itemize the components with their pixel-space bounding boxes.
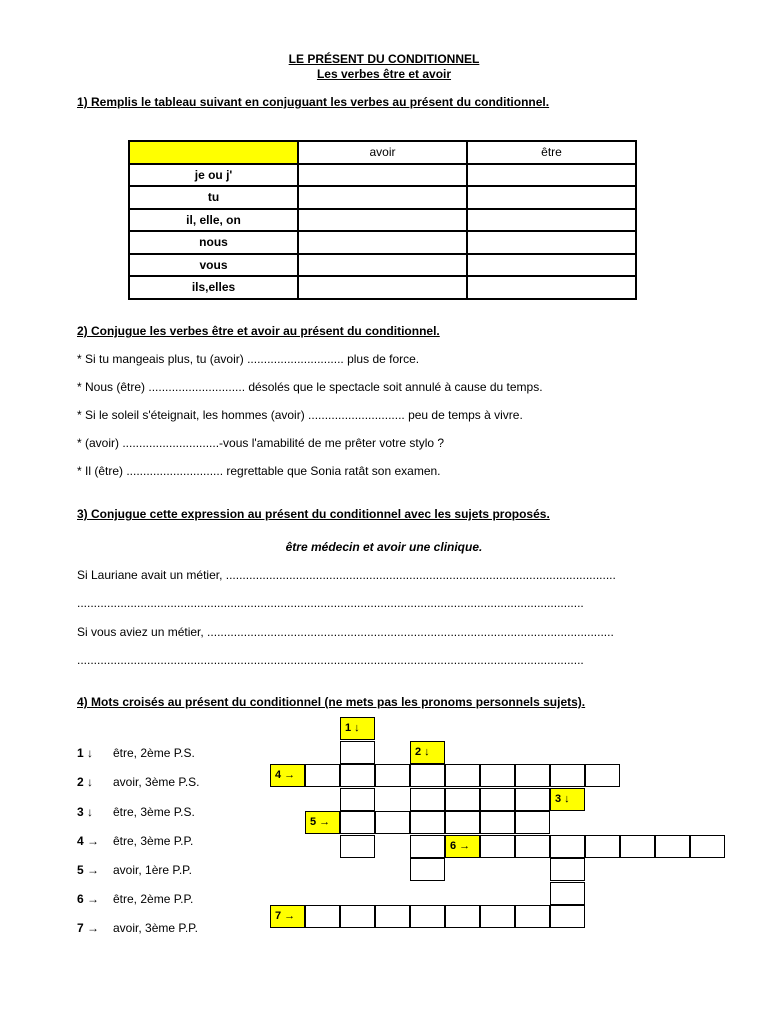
crossword-cell[interactable] [305, 764, 340, 787]
crossword-start-a7: 7 → [270, 905, 305, 928]
row-subject: nous [129, 231, 298, 254]
clue-number: 3 ↓ [77, 805, 94, 819]
answer-cell-etre[interactable] [467, 254, 636, 277]
clue-number: 6 → [77, 892, 100, 906]
row-subject: vous [129, 254, 298, 277]
clue-number: 1 ↓ [77, 746, 94, 760]
crossword-cell[interactable] [445, 764, 480, 787]
clue-4 [77, 834, 193, 848]
crossword-cell[interactable] [550, 858, 585, 881]
q2-sentence-3: * Si le soleil s'éteignait, les hommes (avoir) ............................. peu de temps à vivre. [77, 408, 523, 422]
clue-text: avoir, 3ème P.S. [113, 775, 200, 789]
q2-sentence-5: * Il (être) ............................. regrettable que Sonia ratât son examen. [77, 464, 441, 478]
crossword-cell[interactable] [445, 905, 480, 928]
q3-instruction: 3) Conjugue cette expression au présent du conditionnel avec les sujets proposés. [77, 507, 550, 521]
crossword-cell[interactable] [515, 905, 550, 928]
clue-1 [77, 746, 195, 760]
conjugation-table [128, 140, 637, 300]
table-header-etre: être [467, 141, 636, 164]
crossword-start-a4: 4 → [270, 764, 305, 787]
page-title: LE PRÉSENT DU CONDITIONNEL [288, 52, 480, 66]
table-header-corner [129, 141, 298, 164]
crossword-cell[interactable] [445, 811, 480, 834]
crossword-cell[interactable] [585, 835, 620, 858]
answer-cell-etre[interactable] [467, 276, 636, 299]
answer-cell-etre[interactable] [467, 209, 636, 232]
q2-instruction: 2) Conjugue les verbes être et avoir au présent du conditionnel. [77, 324, 440, 338]
table-row [129, 231, 636, 254]
q3-line-2: ........................................................................................................................................................ [77, 596, 584, 610]
crossword-cell[interactable] [340, 905, 375, 928]
clue-number: 5 → [77, 863, 100, 877]
clue-6 [77, 892, 193, 906]
crossword-cell[interactable] [375, 905, 410, 928]
crossword-start-a5: 5 → [305, 811, 340, 834]
table-row [129, 186, 636, 209]
crossword-cell[interactable] [340, 764, 375, 787]
crossword-cell[interactable] [655, 835, 690, 858]
table-row [129, 209, 636, 232]
crossword-cell[interactable] [410, 905, 445, 928]
crossword-cell[interactable] [340, 788, 375, 811]
answer-cell-avoir[interactable] [298, 276, 467, 299]
clue-number: 2 ↓ [77, 775, 94, 789]
table-header-row [129, 141, 636, 164]
answer-cell-avoir[interactable] [298, 231, 467, 254]
crossword-cell[interactable] [305, 905, 340, 928]
crossword-cell[interactable] [550, 905, 585, 928]
q1-instruction: 1) Remplis le tableau suivant en conjuguant les verbes au présent du conditionnel. [77, 95, 550, 109]
clue-7 [77, 921, 198, 935]
crossword-cell[interactable] [515, 764, 550, 787]
q3-line-1: Si Lauriane avait un métier, ..................................................................................................................... [77, 568, 616, 582]
crossword-cell[interactable] [550, 882, 585, 905]
answer-cell-avoir[interactable] [298, 164, 467, 187]
answer-cell-avoir[interactable] [298, 186, 467, 209]
crossword-cell[interactable] [410, 788, 445, 811]
clue-text: avoir, 3ème P.P. [113, 921, 198, 935]
q3-line-3: Si vous aviez un métier, .......................................................................................................................... [77, 625, 614, 639]
answer-cell-etre[interactable] [467, 186, 636, 209]
q4-instruction: 4) Mots croisés au présent du conditionnel (ne mets pas les pronoms personnels sujets). [77, 695, 586, 709]
crossword-start-d2: 2 ↓ [410, 741, 445, 764]
crossword-cell[interactable] [515, 835, 550, 858]
clue-text: être, 2ème P.P. [113, 892, 194, 906]
crossword-cell[interactable] [690, 835, 725, 858]
crossword-cell[interactable] [445, 788, 480, 811]
clue-number: 7 → [77, 921, 100, 935]
q2-sentence-1: * Si tu mangeais plus, tu (avoir) ............................. plus de force. [77, 352, 420, 366]
table-header-avoir: avoir [298, 141, 467, 164]
clue-3 [77, 805, 195, 819]
crossword-start-a6: 6 → [445, 835, 480, 858]
crossword-cell[interactable] [480, 811, 515, 834]
answer-cell-etre[interactable] [467, 164, 636, 187]
q2-sentence-4: * (avoir) .............................-vous l'amabilité de me prêter votre stylo ? [77, 436, 445, 450]
answer-cell-avoir[interactable] [298, 254, 467, 277]
clue-2 [77, 775, 200, 789]
clue-text: avoir, 1ère P.P. [113, 863, 192, 877]
page-subtitle: Les verbes être et avoir [316, 67, 452, 81]
table-row [129, 254, 636, 277]
row-subject: ils,elles [129, 276, 298, 299]
crossword-cell[interactable] [550, 764, 585, 787]
crossword-cell[interactable] [620, 835, 655, 858]
row-subject: tu [129, 186, 298, 209]
q2-sentence-2: * Nous (être) ............................. désolés que le spectacle soit annulé à cause du temps. [77, 380, 543, 394]
crossword-cell[interactable] [410, 764, 445, 787]
q3-expression: être médecin et avoir une clinique. [285, 540, 483, 554]
crossword-cell[interactable] [410, 811, 445, 834]
crossword-start-d3: 3 ↓ [550, 788, 585, 811]
crossword-cell[interactable] [550, 835, 585, 858]
crossword-cell[interactable] [480, 905, 515, 928]
clue-text: être, 3ème P.S. [113, 805, 195, 819]
row-subject: je ou j' [129, 164, 298, 187]
clue-number: 4 → [77, 834, 100, 848]
crossword-cell[interactable] [410, 858, 445, 881]
clue-text: être, 3ème P.P. [113, 834, 194, 848]
q3-line-4: ........................................................................................................................................................ [77, 653, 584, 667]
table-row [129, 164, 636, 187]
clue-text: être, 2ème P.S. [113, 746, 195, 760]
crossword-cell[interactable] [410, 835, 445, 858]
crossword-cell[interactable] [480, 835, 515, 858]
clue-5 [77, 863, 192, 877]
crossword-start-d1: 1 ↓ [340, 717, 375, 740]
crossword-cell[interactable] [515, 811, 550, 834]
answer-cell-etre[interactable] [467, 231, 636, 254]
crossword-cell[interactable] [375, 764, 410, 787]
table-row [129, 276, 636, 299]
crossword-cell[interactable] [585, 764, 620, 787]
crossword-cell[interactable] [375, 811, 410, 834]
crossword-cell[interactable] [340, 811, 375, 834]
crossword-cell[interactable] [340, 741, 375, 764]
crossword-cell[interactable] [340, 835, 375, 858]
crossword-cell[interactable] [480, 788, 515, 811]
crossword-cell[interactable] [515, 788, 550, 811]
answer-cell-avoir[interactable] [298, 209, 467, 232]
crossword-cell[interactable] [480, 764, 515, 787]
row-subject: il, elle, on [129, 209, 298, 232]
